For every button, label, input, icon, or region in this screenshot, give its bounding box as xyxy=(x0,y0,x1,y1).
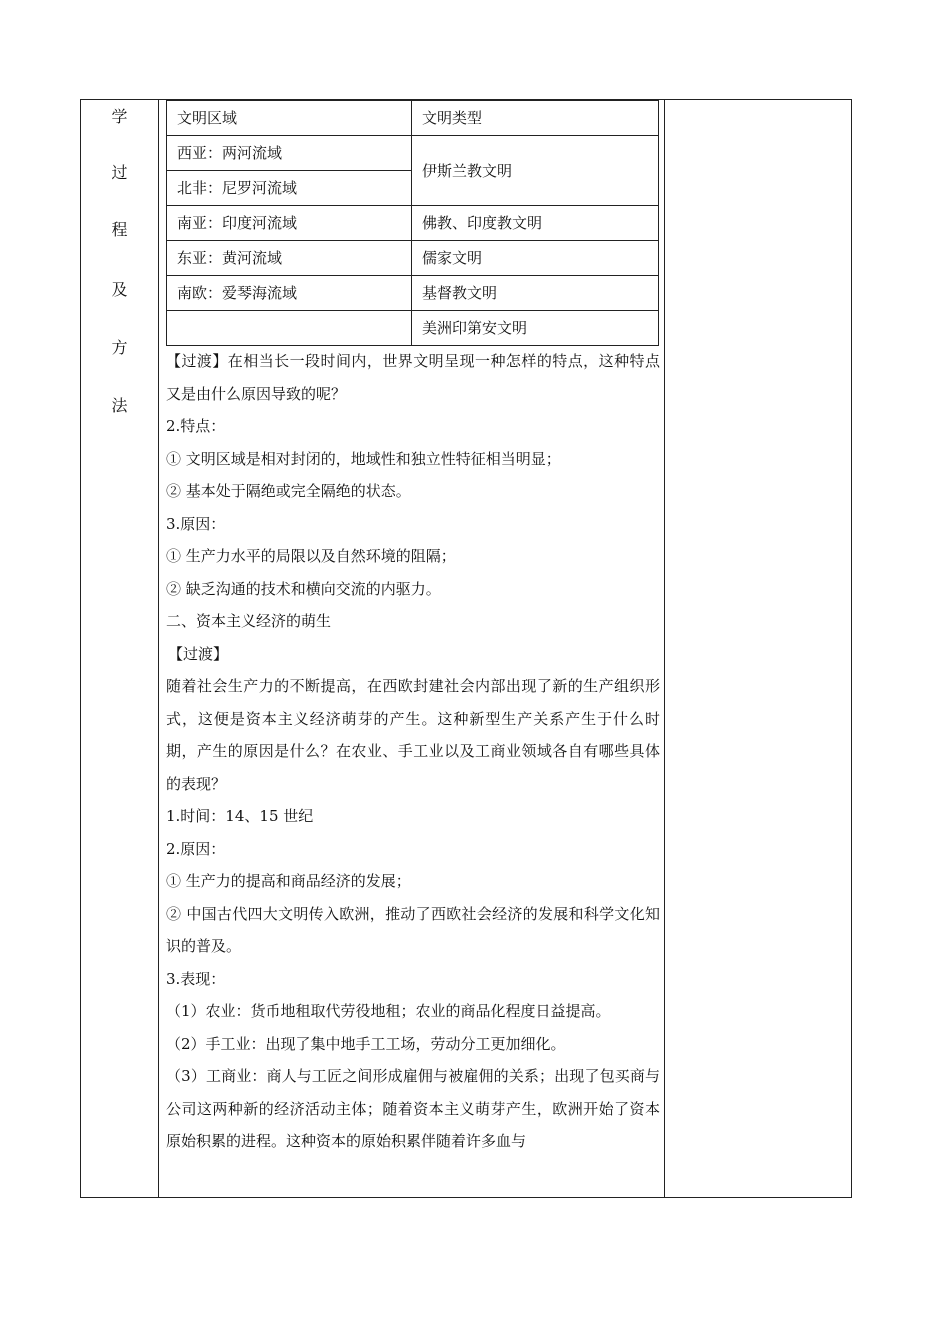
header-type: 文明类型 xyxy=(412,101,659,136)
lesson-content xyxy=(166,345,660,1158)
reason-item: ② 缺乏沟通的技术和横向交流的内驱力。 xyxy=(166,579,441,598)
side-label-char: 程 xyxy=(111,220,128,239)
feature-item: ① 文明区域是相对封闭的，地域性和独立性特征相当明显； xyxy=(166,449,561,468)
table-row xyxy=(167,206,659,241)
show-item: （3）工商业：商人与工匠之间形成雇佣与被雇佣的关系；出现了包买商与公司这两种新的经济活动主体；随着资本主义萌芽产生，欧洲开始了资本原始积累的进程。这种资本的原始积累伴随着许多血与 xyxy=(166,1067,660,1150)
region-cell: 南欧：爱琴海流域 xyxy=(167,276,412,311)
column-divider xyxy=(664,100,665,1197)
show-item: （2）手工业：出现了集中地手工工场，劳动分工更加细化。 xyxy=(166,1034,566,1053)
region-cell: 东亚：黄河流域 xyxy=(167,241,412,276)
cause-heading: 2.原因： xyxy=(166,839,226,858)
type-cell: 伊斯兰教文明 xyxy=(412,136,659,206)
type-cell: 佛教、印度教文明 xyxy=(412,206,659,241)
transition-paragraph: 随着社会生产力的不断提高，在西欧封建社会内部出现了新的生产组织形式，这便是资本主义经济萌芽的产生。这种新型生产关系产生于什么时期，产生的原因是什么？在农业、手工业以及工商业领域各自有哪些具体的表现？ xyxy=(166,677,660,793)
feature-item: ② 基本处于隔绝或完全隔绝的状态。 xyxy=(166,482,411,500)
table-row xyxy=(167,311,659,346)
side-label-char: 方 xyxy=(111,338,128,357)
table-row xyxy=(167,241,659,276)
side-label-char: 学 xyxy=(111,107,128,126)
table-row xyxy=(167,136,659,171)
transition-paragraph: 【过渡】在相当长一段时间内，世界文明呈现一种怎样的特点，这种特点又是由什么原因导致的呢？ xyxy=(166,352,660,403)
type-cell: 美洲印第安文明 xyxy=(412,311,659,346)
table-row xyxy=(167,276,659,311)
region-cell: 西亚：两河流域 xyxy=(167,136,412,171)
table-header-row xyxy=(167,101,659,136)
header-region: 文明区域 xyxy=(167,101,412,136)
time-line: 1.时间：14、15 世纪 xyxy=(166,807,314,825)
features-heading: 2.特点： xyxy=(166,417,226,435)
side-label-char: 过 xyxy=(111,163,128,182)
cause-item: ② 中国古代四大文明传入欧洲，推动了西欧社会经济的发展和科学文化知识的普及。 xyxy=(166,904,660,955)
type-cell: 儒家文明 xyxy=(412,241,659,276)
section-heading: 二、资本主义经济的萌生 xyxy=(166,612,332,630)
civilization-table xyxy=(166,100,659,346)
region-cell: 北非：尼罗河流域 xyxy=(167,171,412,206)
cause-item: ① 生产力的提高和商品经济的发展； xyxy=(166,872,411,890)
show-item: （1）农业：货币地租取代劳役地租；农业的商品化程度日益提高。 xyxy=(166,1002,611,1020)
reason-item: ① 生产力水平的局限以及自然环境的阻隔； xyxy=(166,547,456,565)
transition-label: 【过渡】 xyxy=(168,644,229,663)
type-cell: 基督教文明 xyxy=(412,276,659,311)
side-label-char: 及 xyxy=(111,280,128,299)
side-label-char: 法 xyxy=(111,396,128,415)
region-cell: 南亚：印度河流域 xyxy=(167,206,412,241)
show-heading: 3.表现： xyxy=(166,969,226,988)
reasons-heading: 3.原因： xyxy=(166,514,226,533)
region-cell xyxy=(167,311,412,346)
column-divider xyxy=(158,100,159,1197)
